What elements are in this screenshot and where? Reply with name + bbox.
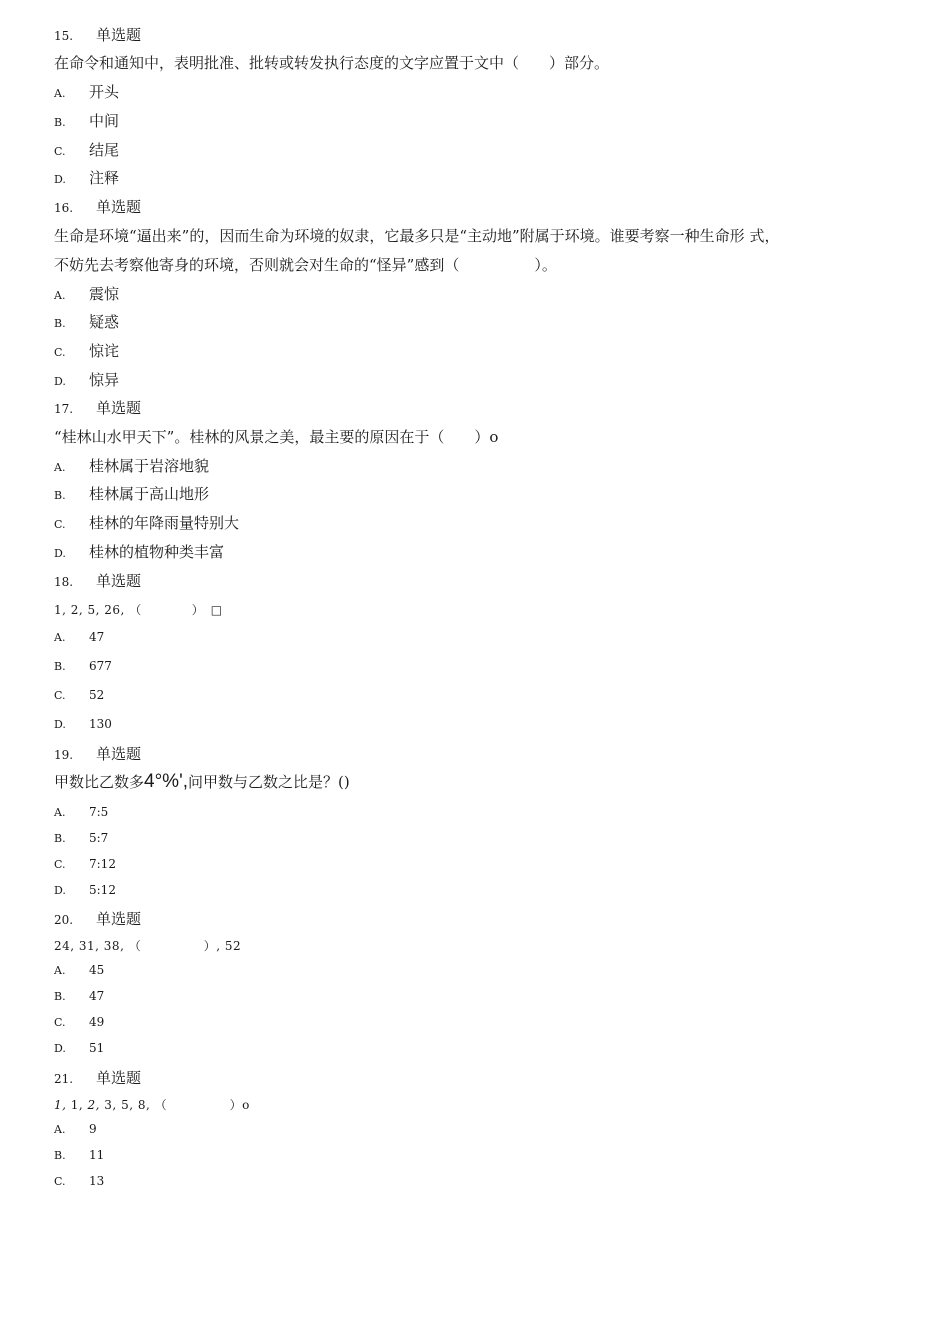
option-text: 惊异	[89, 371, 120, 389]
question-header	[54, 1067, 141, 1088]
option-b	[54, 483, 209, 504]
option-text: 11	[89, 1148, 105, 1162]
option-text: 中间	[89, 112, 120, 130]
option-d	[54, 541, 224, 562]
option-letter: A.	[54, 87, 66, 100]
option-a	[54, 283, 119, 304]
question-stem: 1, 2, 5, 26, （ ） □	[54, 603, 223, 617]
option-c	[54, 688, 104, 702]
option-letter: C.	[54, 689, 66, 702]
option-a	[54, 805, 108, 819]
question-stem-line-2: 不妨先去考察他寄身的环境，否则就会对生命的“怪异”感到（ ）。	[54, 256, 557, 274]
option-text: 疑惑	[89, 313, 120, 331]
option-letter: D.	[54, 547, 66, 560]
option-text: 13	[89, 1174, 105, 1188]
option-text: 49	[89, 1015, 105, 1029]
option-letter: A.	[54, 1123, 66, 1136]
option-letter: B.	[54, 990, 66, 1003]
option-d	[54, 369, 119, 390]
option-text: 桂林的年降雨量特别大	[89, 514, 240, 532]
stem-text: 3, 5, 8, （ ）o	[99, 1098, 250, 1112]
option-letter: B.	[54, 832, 66, 845]
option-d	[54, 717, 112, 731]
option-letter: C.	[54, 1016, 66, 1029]
option-text: 677	[89, 659, 112, 673]
option-b	[54, 989, 104, 1003]
stem-italic-text: 1,	[54, 1098, 67, 1112]
option-letter: D.	[54, 1042, 66, 1055]
option-a	[54, 963, 104, 977]
question-header	[54, 570, 141, 591]
question-type: 单选题	[96, 399, 142, 417]
option-text: 9	[89, 1122, 97, 1136]
question-type: 单选题	[96, 26, 142, 44]
option-letter: C.	[54, 346, 66, 359]
option-letter: B.	[54, 116, 66, 129]
option-c	[54, 1015, 104, 1029]
question-header	[54, 196, 141, 217]
question-stem: 在命令和通知中，表明批准、批转或转发执行态度的文字应置于文中（ ）部分。	[54, 54, 610, 72]
question-type: 单选题	[96, 745, 142, 763]
option-letter: D.	[54, 375, 66, 388]
option-text: 5:12	[89, 883, 116, 897]
option-c	[54, 857, 116, 871]
option-letter: C.	[54, 145, 66, 158]
question-number: 15.	[54, 29, 74, 43]
option-text: 开头	[89, 83, 120, 101]
option-b	[54, 659, 112, 673]
option-a	[54, 630, 104, 644]
option-d	[54, 883, 116, 897]
question-number: 21.	[54, 1072, 74, 1086]
question-header	[54, 908, 141, 929]
stem-text: 问甲数与乙数之比是？()	[187, 773, 350, 791]
question-header	[54, 24, 141, 45]
option-text: 47	[89, 630, 105, 644]
question-type: 单选题	[96, 910, 142, 928]
option-text: 45	[89, 963, 105, 977]
option-a	[54, 81, 119, 102]
option-text: 注释	[89, 169, 120, 187]
option-text: 7:12	[89, 857, 116, 871]
option-d	[54, 1041, 104, 1055]
option-letter: D.	[54, 173, 66, 186]
option-letter: C.	[54, 858, 66, 871]
question-type: 单选题	[96, 198, 142, 216]
question-stem	[54, 771, 350, 793]
option-text: 51	[89, 1041, 105, 1055]
question-type: 单选题	[96, 572, 142, 590]
question-stem	[54, 1096, 250, 1113]
question-number: 17.	[54, 402, 74, 416]
option-text: 桂林的植物种类丰富	[89, 543, 225, 561]
question-stem: “桂林山水甲天下”。桂林的风景之美，最主要的原因在于（ ）o	[54, 428, 499, 446]
option-b	[54, 311, 119, 332]
option-text: 5:7	[89, 831, 109, 845]
question-header	[54, 743, 141, 764]
option-letter: C.	[54, 1175, 66, 1188]
option-d	[54, 167, 119, 188]
option-letter: A.	[54, 289, 66, 302]
option-a	[54, 1122, 97, 1136]
question-header	[54, 397, 141, 418]
question-type: 单选题	[96, 1069, 142, 1087]
option-letter: D.	[54, 718, 66, 731]
option-c	[54, 340, 119, 361]
option-letter: A.	[54, 964, 66, 977]
option-text: 桂林属于高山地形	[89, 485, 210, 503]
option-text: 52	[89, 688, 105, 702]
question-number: 19.	[54, 748, 74, 762]
option-letter: B.	[54, 489, 66, 502]
option-letter: A.	[54, 631, 66, 644]
question-number: 18.	[54, 575, 74, 589]
option-letter: B.	[54, 1149, 66, 1162]
question-number: 16.	[54, 201, 74, 215]
option-text: 震惊	[89, 285, 120, 303]
option-text: 惊诧	[89, 342, 120, 360]
option-letter: B.	[54, 317, 66, 330]
stem-garbled-value: 4°%',	[144, 771, 188, 792]
option-c	[54, 512, 239, 533]
option-b	[54, 110, 119, 131]
stem-italic-text: 2,	[87, 1098, 100, 1112]
option-text: 桂林属于岩溶地貌	[89, 457, 210, 475]
question-number: 20.	[54, 913, 74, 927]
option-b	[54, 831, 108, 845]
question-stem-line-1: 生命是环境“逼出来”的，因而生命为环境的奴隶，它最多只是“主动地”附属于环境。谁要考察一种生命形 式，	[54, 227, 780, 245]
option-a	[54, 455, 209, 476]
option-letter: A.	[54, 461, 66, 474]
option-text: 130	[89, 717, 112, 731]
option-b	[54, 1148, 104, 1162]
option-letter: D.	[54, 884, 66, 897]
option-text: 结尾	[89, 141, 120, 159]
option-letter: B.	[54, 660, 66, 673]
option-letter: C.	[54, 518, 66, 531]
stem-text: 甲数比乙数多	[54, 773, 145, 791]
option-text: 47	[89, 989, 105, 1003]
stem-text: 1,	[66, 1098, 88, 1112]
option-text: 7:5	[89, 805, 109, 819]
option-c	[54, 1174, 104, 1188]
option-c	[54, 139, 119, 160]
option-letter: A.	[54, 806, 66, 819]
question-stem: 24, 31, 38, （ ）, 52	[54, 939, 242, 953]
